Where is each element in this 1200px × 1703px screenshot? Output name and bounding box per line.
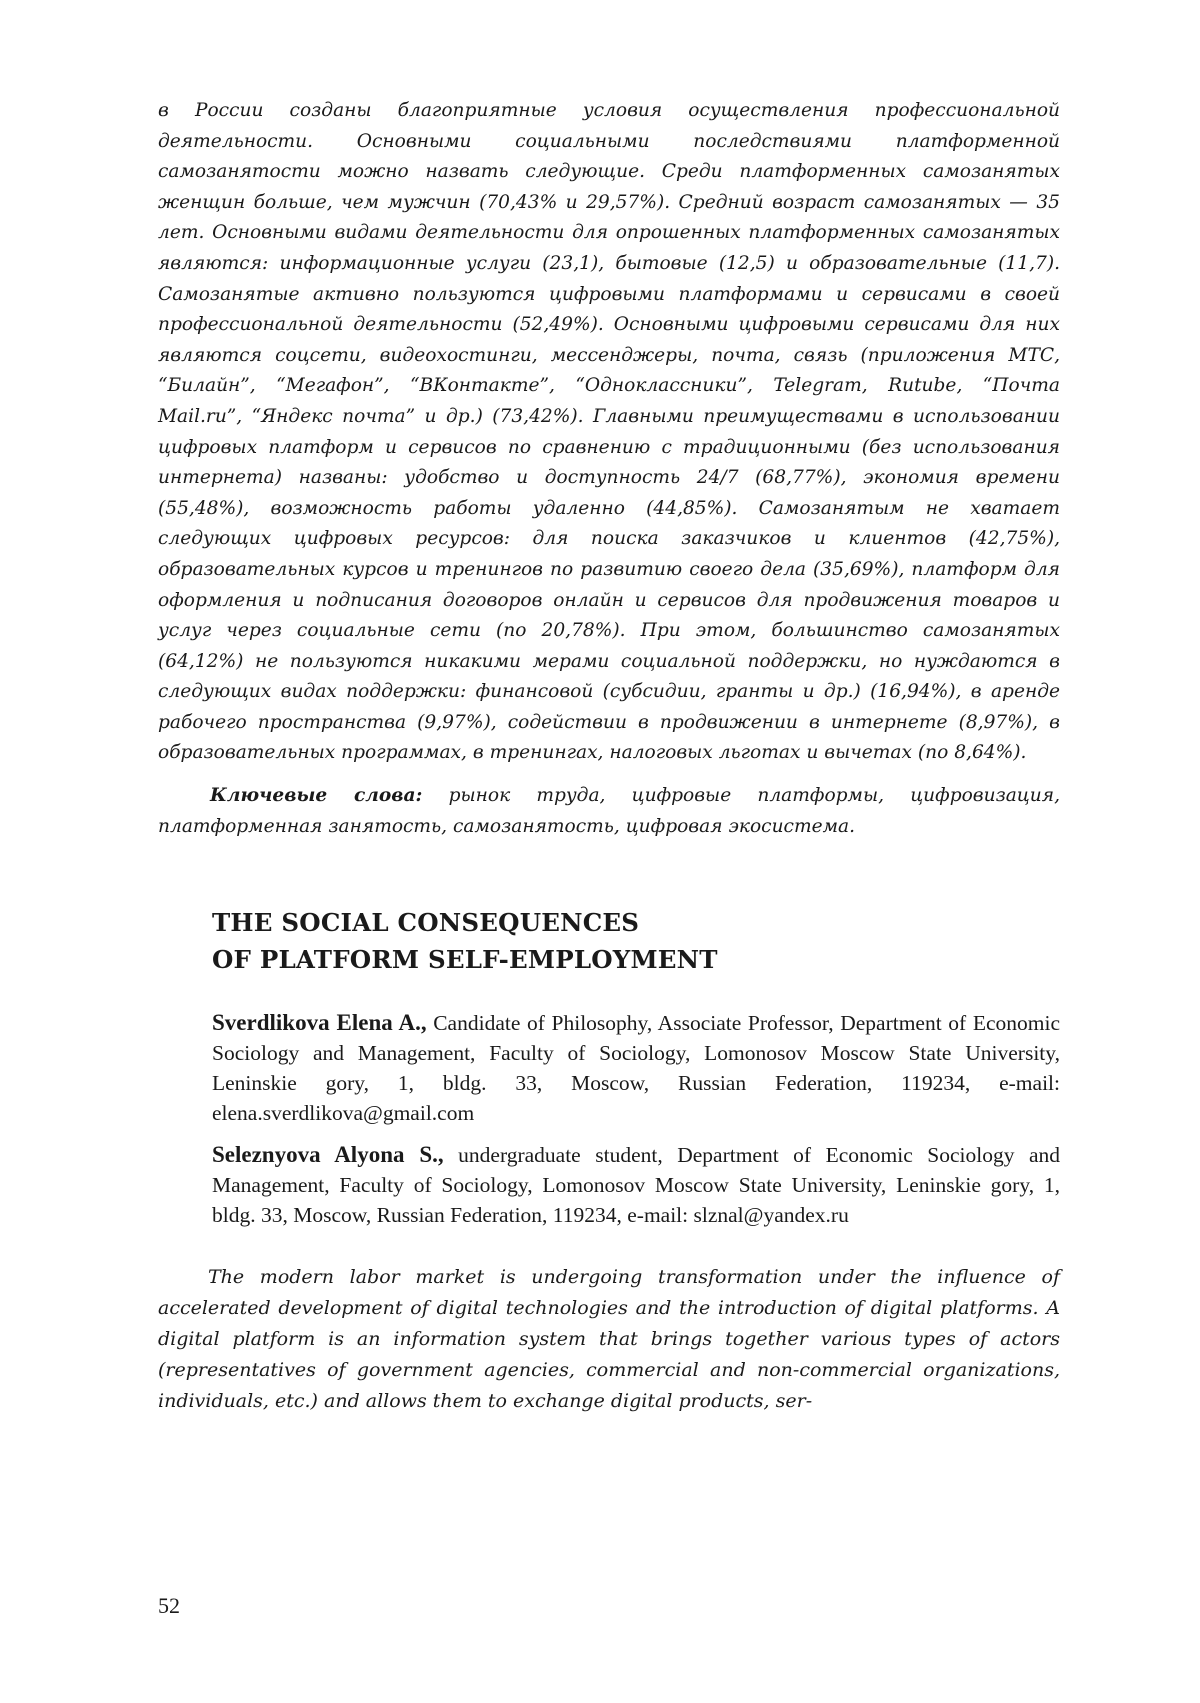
- page-number: 52: [158, 1593, 180, 1618]
- author-name: Seleznyova Alyona S.,: [212, 1142, 444, 1168]
- keywords-label: Ключевые слова:: [210, 785, 423, 807]
- russian-abstract: в России созданы благоприятные условия осуществления профессиональной деятельности. Основными социальными последствиями платформенной самозанятости можно назвать следующие. Среди платформенных самозанятых женщин больше, чем мужчин (70,43% и 29,57%). Средний возраст самозанятых — 35 лет. Основными видами деятельности для опрошенных платформенных самозанятых являются: информационные услуги (23,1), бытовые (12,5) и образовательные (11,7). Самозанятые активно пользуются цифровыми платформами и сервисами в своей профессиональной деятельности (52,49%). Основными цифровыми сервисами для них являются соцсети, видеохостинги, мессенджеры, почта, связь (приложения МТС, “Билайн”, “Мегафон”, “ВКонтакте”, “Одноклассники”, Telegram, Rutube, “Почта Mail.ru”, “Яндекс почта” и др.) (73,42%). Главными преимуществами в использовании цифровых платформ и сервисов по сравнению с традиционными (без использования интернета) названы: удобство и доступность 24/7 (68,77%), экономия времени (55,48%), возможность работы удаленно (44,85%). Самозанятым не хватает следующих цифровых ресурсов: для поиска заказчиков и клиентов (42,75%), образовательных курсов и тренингов по развитию своего дела (35,69%), платформ для оформления и подписания договоров онлайн и сервисов для продвижения товаров и услуг через социальные сети (по 20,78%). При этом, большинство самозанятых (64,12%) не пользуются никакими мерами социальной поддержки, но нуждаются в следующих видах поддержки: финансовой (субсидии, гранты и др.) (16,94%), в аренде рабочего пространства (9,97%), содействии в продвижении в интернете (8,97%), в образовательных программах, в тренингах, налоговых льготах и вычетах (по 8,64%).: [158, 100, 1060, 764]
- keywords-paragraph: [158, 781, 1060, 842]
- article-title-line-1: THE SOCIAL CONSEQUENCES: [212, 908, 640, 938]
- keywords-text: рынок труда, цифровые платформы, цифровизация, платформенная занятость, самозанятость, цифровая экосистема.: [158, 785, 1060, 837]
- english-abstract: The modern labor market is undergoing transformation under the influence of accelerated development of digital technologies and the introduction of digital platforms. A digital platform is an information system that brings together various types of actors (representatives of government agencies, commercial and non-commercial organizations, individuals, etc.) and allows them to exchange digital products, ser-: [158, 1266, 1060, 1413]
- article-title: [212, 904, 1060, 978]
- author-entry-seleznyova: [212, 1140, 1060, 1230]
- article-title-line-2: OF PLATFORM SELF-EMPLOYMENT: [212, 945, 718, 975]
- author-details: undergraduate student, Department of Economic Sociology and Management, Faculty of Sociology, Lomonosov Moscow State University, Leninskie gory, 1, bldg. 33, Moscow, Russian Federation, 119234, e-mail: slznal@yandex.ru: [212, 1143, 1060, 1228]
- author-details: Candidate of Philosophy, Associate Professor, Department of Economic Sociology and Management, Faculty of Sociology, Lomonosov Moscow State University, Leninskie gory, 1, bldg. 33, Moscow, Russian Federation, 119234, e-mail: elena.sverdlikova@gmail.com: [212, 1011, 1060, 1126]
- author-name: Sverdlikova Elena A.,: [212, 1010, 427, 1036]
- page-content: [158, 96, 1060, 1417]
- author-entry-sverdlikova: [212, 1008, 1060, 1128]
